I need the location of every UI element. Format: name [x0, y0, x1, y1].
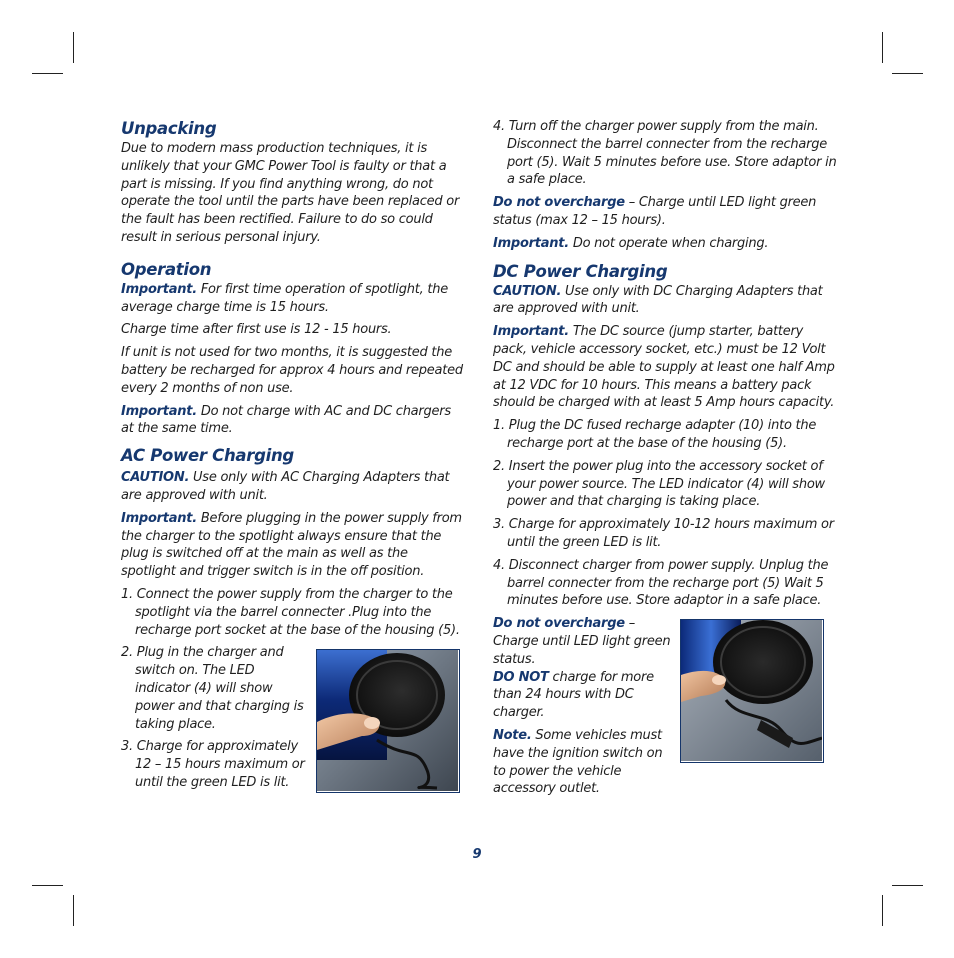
operation-paragraph: Charge time after first use is 12 - 15 hours. [121, 322, 392, 338]
operation-paragraph [121, 281, 466, 317]
operation-heading: Operation [121, 259, 212, 279]
dc-step: 4. Disconnect charger from power supply. Unplug the barrel connecter from the recharge port (5) Wait 5 minutes before use. Store adaptor in a safe place. [493, 557, 829, 609]
dc-note [493, 727, 671, 798]
page-number: 9 [472, 847, 482, 862]
dc-step: 2. Insert the power plug into the accessory socket of your power source. The LED indicator (4) will show power and that charging is taking place. [493, 458, 825, 510]
important-text: The DC source (jump starter, battery pack, vehicle accessory socket, etc.) must be 12 Volt DC and should be able to supply at least one half Amp at 12 VDC for 10 hours. This means a battery pack should be charged with at least 5 Amp hours capacity. [493, 324, 835, 411]
ac-step: 3. Charge for approximately 12 – 15 hours maximum or until the green LED is lit. [121, 739, 305, 790]
crop-mark [892, 73, 923, 74]
do-not-label: DO NOT [493, 669, 549, 685]
overcharge-text: – Charge until LED light green status (max 12 – 15 hours). [493, 195, 817, 228]
note-label: Note. [493, 727, 532, 743]
dc-notes [493, 615, 671, 798]
dc-charger-photo [680, 619, 824, 763]
ac-step: 4. Turn off the charger power supply from the main. Disconnect the barrel connecter from the recharge port (5). Wait 5 minutes before use. Store adaptor in a safe place. [493, 119, 837, 188]
crop-mark [73, 32, 74, 63]
important-text: Before plugging in the power supply from the charger to the spotlight always ensure that the plug is switched off at the main as well as the spotlight and trigger switch is in the off position. [121, 510, 462, 580]
operation-text: For first time operation of spotlight, the average charge time is 15 hours. [121, 281, 448, 315]
ac-step: 1. Connect the power supply from the charger to the spotlight via the barrel connecter .Plug into the recharge port socket at the base of the housing (5). [121, 586, 460, 638]
caution-text: Use only with AC Charging Adapters that are approved with unit. [121, 470, 450, 503]
crop-mark [892, 885, 923, 886]
unpacking-heading: Unpacking [121, 119, 217, 138]
charger-photo [316, 649, 460, 793]
crop-mark [882, 32, 883, 63]
charger-illustration [317, 650, 458, 791]
do-not-text: charge for more than 24 hours with DC charger. [493, 669, 654, 721]
crop-mark [32, 885, 63, 886]
dc-important [493, 323, 838, 412]
dc-overcharge [493, 615, 671, 722]
caution-label: CAUTION. [493, 283, 562, 299]
overcharge-warning [493, 194, 838, 230]
important-label: Important. [121, 281, 197, 297]
operation-text: Do not charge with AC and DC chargers at the same time. [121, 403, 451, 437]
important-note [493, 235, 838, 253]
dc-charger-illustration [681, 620, 822, 761]
caution-text: Use only with DC Charging Adapters that are approved with unit. [493, 283, 823, 317]
overcharge-label: Do not overcharge [493, 616, 625, 632]
operation-paragraph [121, 403, 466, 439]
ac-heading: AC Power Charging [121, 446, 294, 466]
crop-mark [32, 73, 63, 74]
dc-heading: DC Power Charging [493, 261, 668, 281]
note-text: Some vehicles must have the ignition switch on to power the vehicle accessory outlet. [493, 727, 663, 797]
crop-mark [73, 895, 74, 926]
ac-steps-continued [493, 118, 838, 189]
dc-caution [493, 283, 838, 319]
ac-step: 2. Plug in the charger and switch on. The LED indicator (4) will show power and that charging is taking place. [121, 645, 304, 732]
important-label: Important. [121, 510, 197, 526]
dc-step: 3. Charge for approximately 10-12 hours maximum or until the green LED is lit. [493, 517, 834, 550]
important-label: Important. [493, 235, 569, 251]
overcharge-label: Do not overcharge [493, 195, 625, 211]
dc-steps [493, 417, 838, 610]
overcharge-text: – Charge until LED light green status. [493, 616, 671, 667]
important-label: Important. [121, 403, 197, 419]
unpacking-text: Due to modern mass production techniques, it is unlikely that your GMC Power Tool is faulty or that a part is missing. If you find anything wrong, do not operate the tool until the parts have been replaced or the fault has been rectified. Failure to do so could result in serious personal injury. [121, 141, 460, 245]
ac-important [121, 510, 466, 581]
important-text: Do not operate when charging. [568, 235, 769, 251]
operation-paragraph: If unit is not used for two months, it is suggested the battery be recharged for approx 4 hours and repeated every 2 months of non use. [121, 345, 463, 396]
ac-caution [121, 469, 466, 505]
caution-label: CAUTION. [121, 470, 190, 486]
crop-mark [882, 895, 883, 926]
dc-step: 1. Plug the DC fused recharge adapter (10) into the recharge port at the base of the housing (5). [493, 418, 817, 451]
important-label: Important. [493, 324, 569, 340]
